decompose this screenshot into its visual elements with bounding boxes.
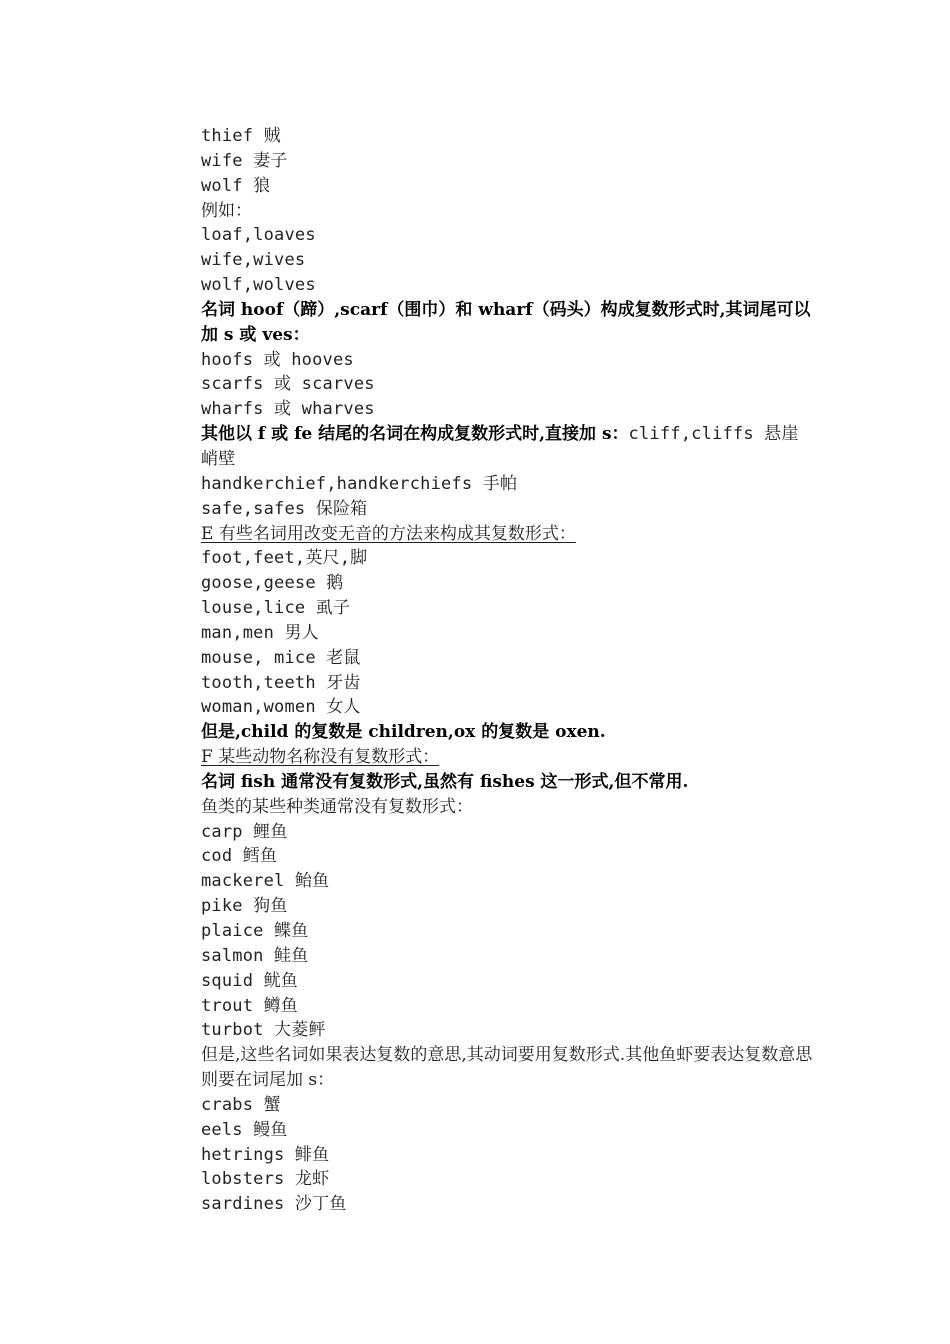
- vocab-line: carp 鲤鱼: [201, 821, 288, 842]
- vocab-line: foot,feet,英尺,脚: [201, 548, 368, 569]
- vocab-line: lobsters 龙虾: [201, 1169, 330, 1190]
- vocab-line: wharfs 或 wharves: [201, 399, 375, 420]
- vocab-line: loaf,loaves: [201, 225, 316, 246]
- rule-paragraph: 名词 hoof（蹄）,scarf（围巾）和 wharf（码头）构成复数形式时,其词尾可以加 s 或 ves：: [201, 299, 811, 345]
- document-page: [201, 124, 813, 1217]
- body-paragraph: 但是,这些名词如果表达复数的意思,其动词要用复数形式.其他鱼虾要表达复数意思则要在词尾加 s：: [201, 1045, 813, 1091]
- vocab-line: crabs 蟹: [201, 1094, 281, 1115]
- vocab-line: mouse, mice 老鼠: [201, 647, 361, 668]
- vocab-line: goose,geese 鹅: [201, 573, 344, 594]
- rule-paragraph: 名词 fish 通常没有复数形式,虽然有 fishes 这一形式,但不常用.: [201, 771, 689, 792]
- vocab-line: eels 鳗鱼: [201, 1119, 288, 1140]
- vocab-line: salmon 鲑鱼: [201, 945, 309, 966]
- rule-paragraph-mixed: [201, 422, 813, 472]
- vocab-line: cod 鳕鱼: [201, 846, 278, 867]
- vocab-line: squid 鱿鱼: [201, 970, 299, 991]
- vocab-line: tooth,teeth 牙齿: [201, 672, 361, 693]
- vocab-line: sardines 沙丁鱼: [201, 1194, 347, 1215]
- vocab-line: wolf 狼: [201, 175, 271, 196]
- vocab-line: wife 妻子: [201, 150, 288, 171]
- vocab-line: hetrings 鲱鱼: [201, 1144, 330, 1165]
- vocab-line: mackerel 鲐鱼: [201, 871, 330, 892]
- vocab-line: woman,women 女人: [201, 697, 361, 718]
- vocab-line: handkerchief,handkerchiefs 手帕: [201, 473, 518, 494]
- vocab-line: trout 鳟鱼: [201, 995, 299, 1016]
- vocab-line: pike 狗鱼: [201, 896, 288, 917]
- section-heading-e: E 有些名词用改变无音的方法来构成其复数形式：: [201, 523, 576, 544]
- example-label: 例如：: [201, 200, 252, 221]
- rule-example-part: cliff,cliffs 悬崖峭壁: [201, 424, 799, 469]
- vocab-line: plaice 鲽鱼: [201, 921, 309, 941]
- section-heading-f: F 某些动物名称没有复数形式：: [201, 747, 440, 768]
- vocab-line: louse,lice 虱子: [201, 598, 351, 619]
- vocab-line: scarfs 或 scarves: [201, 374, 375, 395]
- vocab-line: safe,safes 保险箱: [201, 498, 368, 519]
- rule-bold-part: 其他以 f 或 fe 结尾的名词在构成复数形式时,直接加 s：: [201, 424, 629, 445]
- rule-paragraph: 但是,child 的复数是 children,ox 的复数是 oxen.: [201, 722, 606, 743]
- body-paragraph: 鱼类的某些种类通常没有复数形式：: [201, 796, 473, 817]
- vocab-line: wife,wives: [201, 250, 306, 271]
- vocab-line: hoofs 或 hooves: [201, 349, 354, 370]
- vocab-line: man,men 男人: [201, 622, 319, 643]
- vocab-line: thief 贼: [201, 126, 281, 146]
- vocab-line: wolf,wolves: [201, 275, 316, 296]
- vocab-line: turbot 大菱鲆: [201, 1020, 326, 1041]
